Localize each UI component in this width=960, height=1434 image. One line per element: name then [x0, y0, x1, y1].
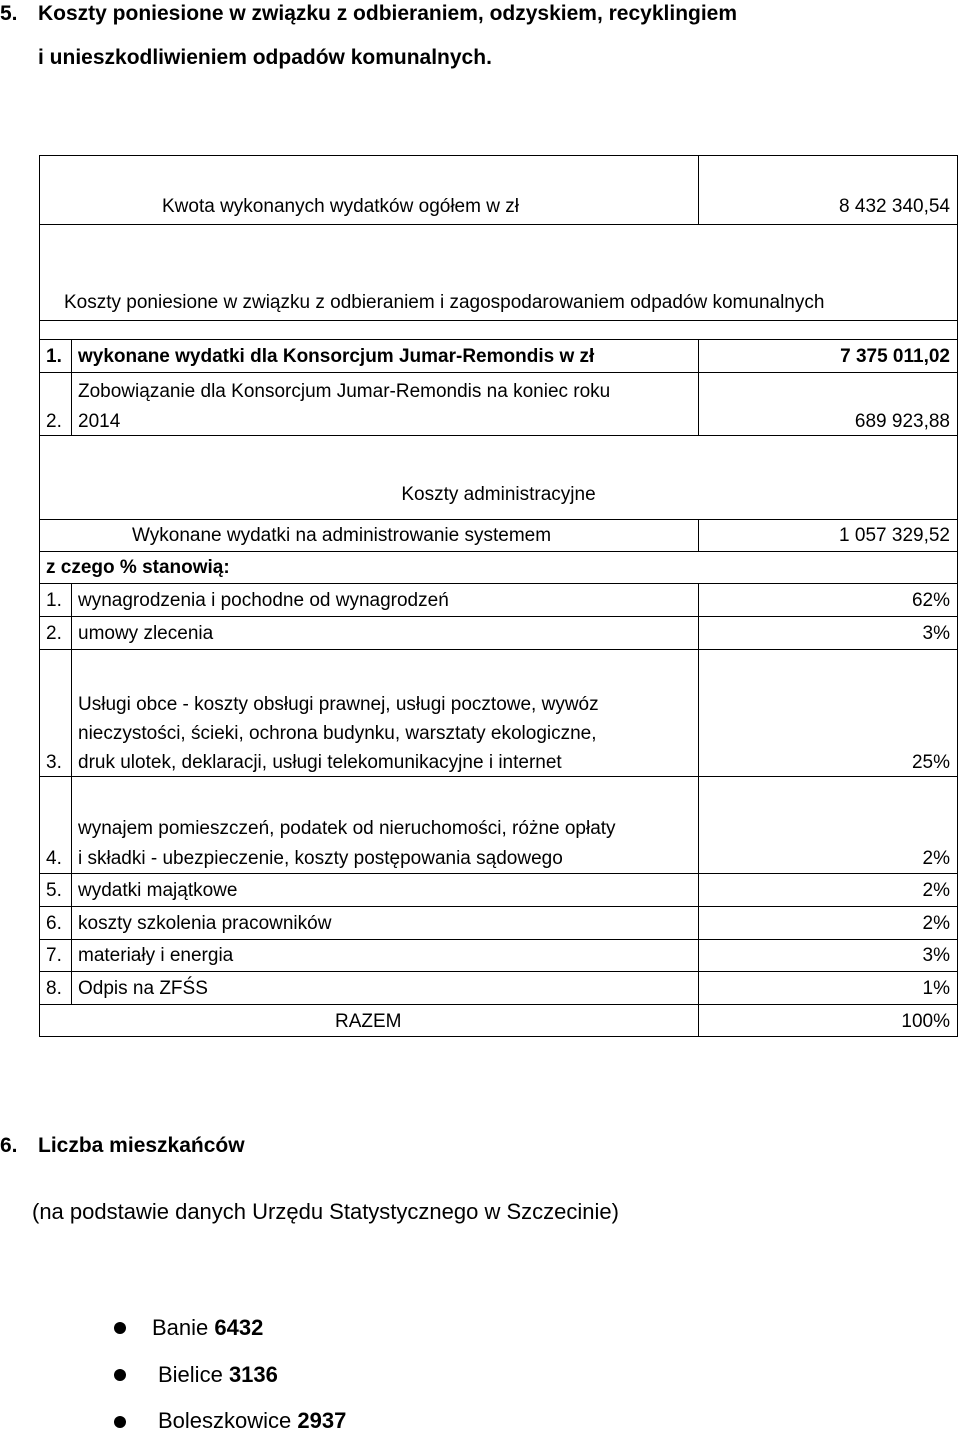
- district-item: [152, 1315, 263, 1341]
- item-label-line: wynajem pomieszczeń, podatek od nieruchomości, różne opłaty: [78, 818, 616, 839]
- item-value: 1%: [922, 978, 950, 999]
- district-name: Banie: [152, 1315, 209, 1340]
- district-item: [158, 1362, 278, 1388]
- item-label-line: Usługi obce - koszty obsługi prawnej, usługi pocztowe, wywóz: [78, 694, 599, 715]
- item-value: 2%: [922, 848, 950, 869]
- item-label: wydatki majątkowe: [78, 880, 238, 901]
- item-value: 3%: [922, 945, 950, 966]
- district-name: Bielice: [158, 1362, 223, 1387]
- admin-spent-value: 1 057 329,52: [839, 525, 950, 546]
- district-count: 2937: [297, 1408, 347, 1433]
- item-number: 7.: [46, 945, 62, 966]
- item-number: 4.: [46, 848, 62, 869]
- item-number: 3.: [46, 752, 62, 773]
- item-value: 25%: [911, 752, 950, 773]
- row2-label-line2: 2014: [78, 411, 121, 432]
- bullet-icon: [114, 1322, 126, 1334]
- bullet-icon: [114, 1369, 126, 1381]
- row1-value: 7 375 011,02: [840, 346, 950, 367]
- district-item: [158, 1408, 346, 1434]
- item-label: umowy zlecenia: [78, 623, 214, 644]
- item-label: materiały i energia: [78, 945, 234, 966]
- item-label-line: i składki - ubezpieczenie, koszty postępowania sądowego: [78, 848, 563, 869]
- row2-label-line1: Zobowiązanie dla Konsorcjum Jumar-Remondis na koniec roku: [78, 381, 611, 402]
- item-number: 5.: [46, 880, 62, 901]
- item-label-line: druk ulotek, deklaracji, usługi telekomunikacyjne i internet: [78, 752, 562, 773]
- item-label: Odpis na ZFŚS: [78, 978, 208, 999]
- section-6-source: (na podstawie danych Urzędu Statystycznego w Szczecinie): [32, 1199, 619, 1224]
- row1-label: wykonane wydatki dla Konsorcjum Jumar-Remondis w zł: [78, 346, 595, 367]
- district-count: 3136: [228, 1362, 278, 1387]
- section-5-number: 5.: [0, 2, 18, 25]
- district-count: 6432: [214, 1315, 264, 1340]
- item-label: koszty szkolenia pracowników: [78, 913, 332, 934]
- total-expenses-label: Kwota wykonanych wydatków ogółem w zł: [162, 196, 519, 217]
- district-name: Boleszkowice: [158, 1408, 292, 1433]
- item-number: 1.: [46, 590, 62, 611]
- item-value: 3%: [922, 623, 950, 644]
- item-label-line: nieczystości, ścieki, ochrona budynku, warsztaty ekologiczne,: [78, 723, 597, 744]
- item-value: 2%: [922, 880, 950, 901]
- item-number: 8.: [46, 978, 62, 999]
- row2-value: 689 923,88: [854, 411, 950, 432]
- item-value: 2%: [922, 913, 950, 934]
- section-5-title-line1: Koszty poniesione w związku z odbieraniem, odzyskiem, recyklingiem: [38, 2, 738, 25]
- section-6-title: Liczba mieszkańców: [38, 1134, 245, 1157]
- bullet-icon: [114, 1416, 126, 1428]
- total-row-value: 100%: [901, 1011, 950, 1032]
- admin-costs-header: Koszty administracyjne: [401, 484, 596, 505]
- item-number: 2.: [46, 623, 62, 644]
- admin-spent-label: Wykonane wydatki na administrowanie systemem: [132, 525, 552, 546]
- total-row-label: RAZEM: [335, 1011, 402, 1032]
- total-expenses-value: 8 432 340,54: [839, 196, 950, 217]
- section-6-number: 6.: [0, 1134, 18, 1157]
- section-5-title-line2: i unieszkodliwieniem odpadów komunalnych.: [38, 46, 492, 69]
- item-number: 6.: [46, 913, 62, 934]
- waste-costs-header: Koszty poniesione w związku z odbieraniem i zagospodarowaniem odpadów komunalnych: [64, 292, 825, 313]
- row2-number: 2.: [46, 411, 62, 432]
- item-value: 62%: [911, 590, 950, 611]
- item-label: wynagrodzenia i pochodne od wynagrodzeń: [78, 590, 449, 611]
- share-label: z czego % stanowią:: [46, 557, 230, 578]
- row1-number: 1.: [46, 346, 62, 367]
